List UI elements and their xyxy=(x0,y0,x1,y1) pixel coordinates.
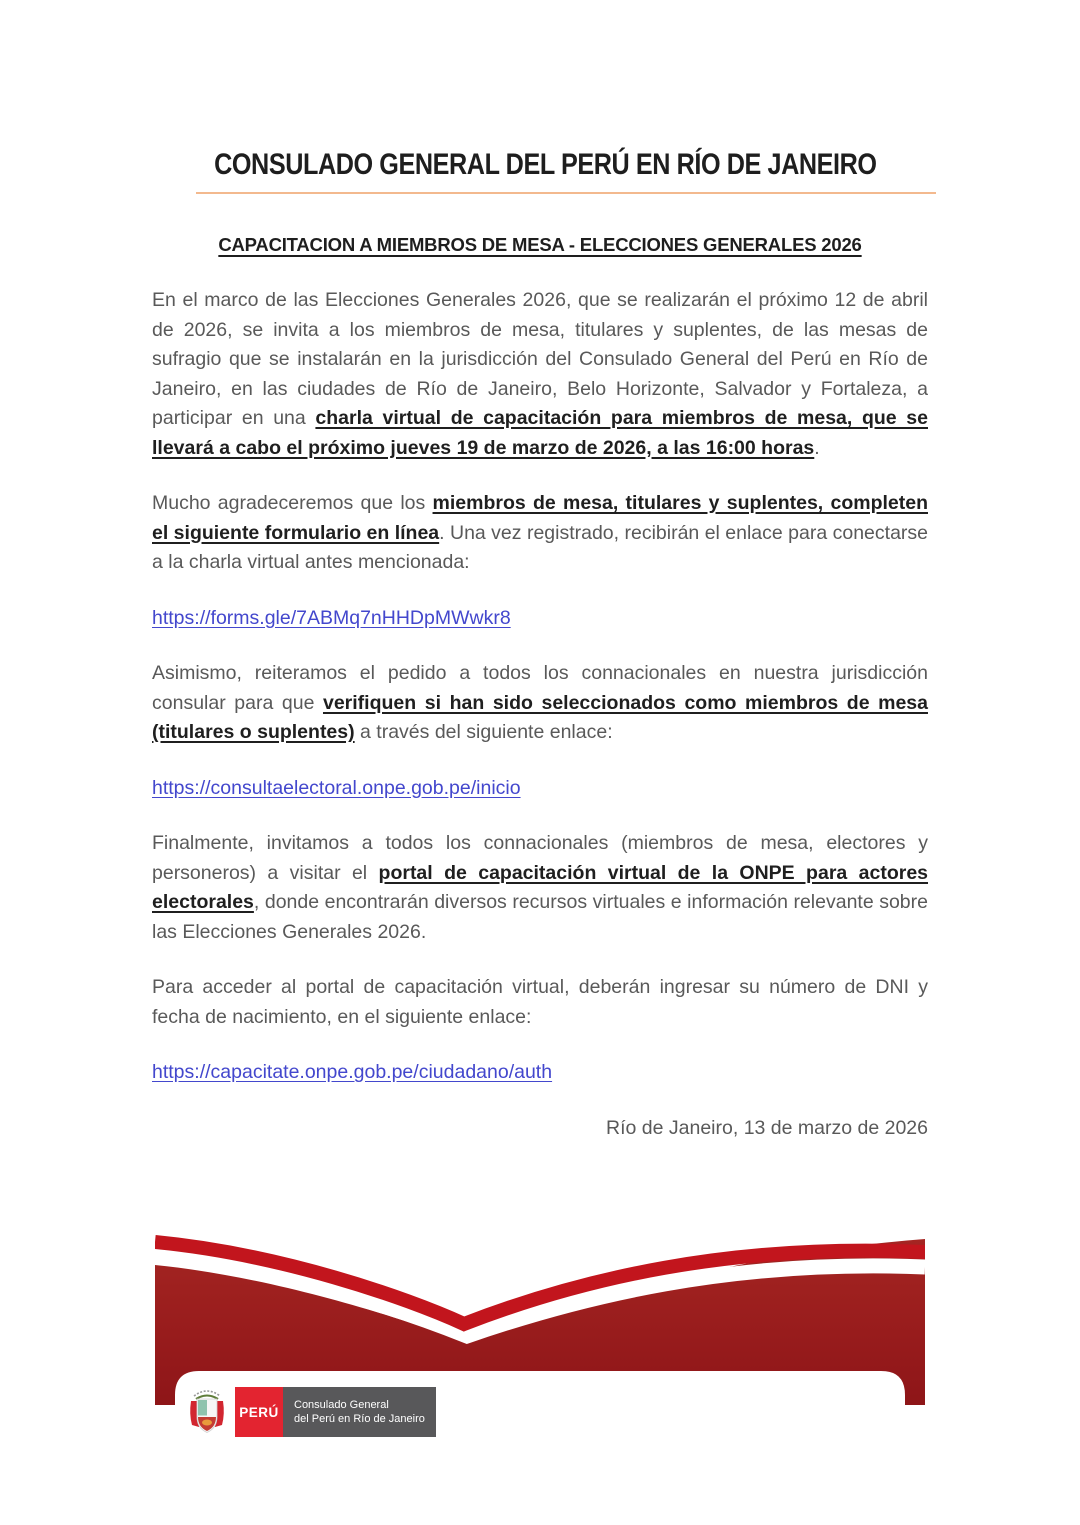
logo-peru-box xyxy=(235,1387,283,1437)
title-divider xyxy=(196,192,936,194)
capacitate-link-line xyxy=(152,1058,928,1088)
paragraph-verify-end: a través del siguiente enlace: xyxy=(354,721,613,743)
page-subtitle: CAPACITACION A MIEMBROS DE MESA - ELECCIONES GENERALES 2026 xyxy=(218,234,862,255)
paragraph-verify xyxy=(152,659,928,748)
consulate-logo xyxy=(186,1384,436,1440)
logo-org-line2: del Perú en Río de Janeiro xyxy=(294,1413,425,1425)
paragraph-verify-highlight: verifiquen si han sido seleccionados como miembros de mesa (titulares o suplentes) xyxy=(152,691,928,743)
paragraph-portal-end: , donde encontrarán diversos recursos virtuales e información relevante sobre las Elecciones Generales 2026. xyxy=(152,891,928,943)
consulta-link-line xyxy=(152,774,928,804)
paragraph-access-text: Para acceder al portal de capacitación virtual, deberán ingresar su número de DNI y fecha de nacimiento, en el siguiente enlace: xyxy=(152,976,928,1028)
paragraph-portal xyxy=(152,829,928,947)
paragraph-intro xyxy=(152,286,928,463)
page-title: CONSULADO GENERAL DEL PERÚ EN RÍO DE JANEIRO xyxy=(214,148,877,181)
consulta-link[interactable]: https://consultaelectoral.onpe.gob.pe/inicio xyxy=(152,776,521,799)
form-link-line xyxy=(152,604,928,634)
paragraph-form-highlight: miembros de mesa, titulares y suplentes, completen el siguiente formulario en línea xyxy=(152,492,928,544)
form-link[interactable]: https://forms.gle/7ABMq7nHHDpMWwkr8 xyxy=(152,606,511,629)
flag-ribbon-graphic xyxy=(155,1215,925,1405)
paragraph-intro-end: . xyxy=(814,436,820,459)
capacitate-link[interactable]: https://capacitate.onpe.gob.pe/ciudadano/auth xyxy=(152,1061,553,1083)
logo-org-line1: Consulado General xyxy=(294,1398,389,1411)
paragraph-access xyxy=(152,973,928,1032)
paragraph-intro-highlight: charla virtual de capacitación para miembros de mesa, que se llevará a cabo el próximo jueves 19 de marzo de 2026, a las 16:00 horas xyxy=(152,407,928,459)
paragraph-portal-text: Finalmente, invitamos a todos los connacionales (miembros de mesa, electores y personeros) a visitar el xyxy=(152,832,928,884)
paragraph-intro-text: En el marco de las Elecciones Generales 2026, que se realizarán el próximo 12 de abril de 2026, se invita a los miembros de mesa, titulares y suplentes, de las mesas de sufragio que se instalarán en la jurisdicción del Consulado General del Perú en Río de Janeiro, en las ciudades de Río de Janeiro, Belo Horizonte, Salvador y Fortaleza, a participar en una xyxy=(152,289,928,429)
paragraph-verify-text: Asimismo, reiteramos el pedido a todos los connacionales en nuestra jurisdicción consular para que xyxy=(152,662,928,714)
logo-consulate-box xyxy=(283,1387,436,1437)
paragraph-form-text: Mucho agradeceremos que los xyxy=(152,492,433,514)
paragraph-portal-highlight: portal de capacitación virtual de la ONPE para actores electorales xyxy=(152,861,929,913)
document-content xyxy=(152,148,928,1143)
logo-country-label: PERÚ xyxy=(239,1404,279,1420)
paragraph-form-end: . Una vez registrado, recibirán el enlace para conectarse a la charla virtual antes mencionada: xyxy=(152,521,928,573)
flag-ribbon-svg xyxy=(155,1215,925,1405)
paragraph-form xyxy=(152,489,928,578)
peru-coat-of-arms-icon xyxy=(186,1384,228,1440)
logo-boxes xyxy=(235,1387,436,1437)
dateline: Río de Janeiro, 13 de marzo de 2026 xyxy=(606,1116,928,1139)
